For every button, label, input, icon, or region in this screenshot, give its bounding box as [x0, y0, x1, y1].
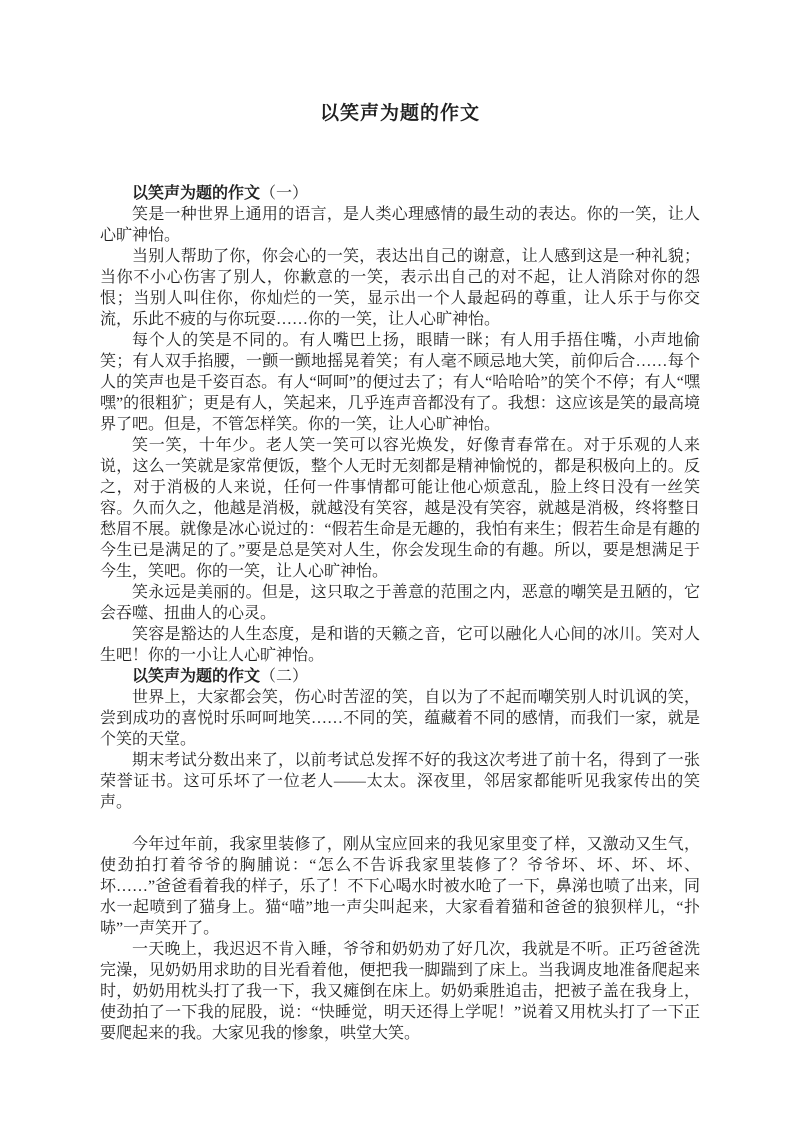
section-heading-text: 以笑声为题的作文 [132, 668, 261, 685]
paragraph: 世界上，大家都会笑，伤心时苦涩的笑，自以为了不起而嘲笑别人时讥讽的笑，尝到成功的喜悦时乐呵呵地笑……不同的笑，蕴藏着不同的感情，而我们一家，就是个笑的天堂。 [100, 689, 700, 748]
paragraph: 笑容是豁达的人生态度，是和谐的天籁之音，它可以融化人心间的冰川。笑对人生吧！你的一小让人心旷神怡。 [100, 626, 700, 664]
blank-line [100, 813, 700, 834]
paragraph: 笑永远是美丽的。但是，这只取之于善意的范围之内，恶意的嘲笑是丑陋的，它会吞噬、扭曲人的心灵。 [100, 584, 700, 622]
section-heading-text: 以笑声为题的作文 [132, 185, 261, 202]
document-title: 以笑声为题的作文 [319, 103, 480, 124]
paragraph: 笑是一种世界上通用的语言，是人类心理感情的最生动的表达。你的一笑，让人心旷神怡。 [100, 206, 700, 244]
section-heading-1 [100, 183, 700, 204]
paragraph: 期末考试分数出来了，以前考试总发挥不好的我这次考进了前十名，得到了一张荣誉证书。这可乐坏了一位老人――太太。深夜里，邻居家都能听见我家传出的笑声。 [100, 752, 700, 811]
paragraph: 当别人帮助了你，你会心的一笑，表达出自己的谢意，让人感到这是一种礼貌；当你不小心伤害了别人，你歉意的一笑，表示出自己的对不起，让人消除对你的怨恨；当别人叫住你，你灿烂的一笑，显示出一个人最起码的尊重，让人乐于与你交流，乐此不疲的与你玩耍……你的一笑，让人心旷神怡。 [100, 248, 700, 328]
paragraph: 一天晚上，我迟迟不肯入睡，爷爷和奶奶劝了好几次，我就是不听。正巧爸爸洗完澡，见奶奶用求助的目光看着他，便把我一脚踹到了床上。当我调皮地准备爬起来时，奶奶用枕头打了我一下，我又瘫倒在床上。奶奶乘胜追击，把被子盖在我身上，使劲拍了一下我的屁股，说：“快睡觉，明天还得上学呢！”说着又用枕头打了一下正要爬起来的我。大家见我的惨象，哄堂大笑。 [100, 941, 700, 1042]
section-heading-2 [100, 666, 700, 687]
section-heading-number: （二） [260, 668, 309, 685]
paragraph: 每个人的笑是不同的。有人嘴巴上扬，眼睛一眯；有人用手捂住嘴，小声地偷笑；有人双手掐腰，一颤一颤地摇晃着笑；有人毫不顾忌地大笑，前仰后合……每个人的笑声也是千姿百态。有人“呵呵”的便过去了；有人“哈哈哈”的笑个不停；有人“嘿嘿”的很粗犷；更是有人，笑起来，几乎连声音都没有了。我想：这应该是笑的最高境界了吧。但是，不管怎样笑。你的一笑，让人心旷神怡。 [100, 332, 700, 433]
document-body [100, 183, 700, 1044]
paragraph: 笑一笑，十年少。老人笑一笑可以容光焕发，好像青春常在。对于乐观的人来说，这么一笑就是家常便饭，整个人无时无刻都是精神愉悦的，都是积极向上的。反之，对于消极的人来说，任何一件事情都可能让他心烦意乱，脸上终日没有一丝笑容。久而久之，他越是消极，就越没有笑容，越是没有笑容，就越是消极，终将整日愁眉不展。就像是冰心说过的：“假若生命是无趣的，我怕有来生；假若生命是有趣的今生已是满足的了。”要是总是笑对人生，你会发现生命的有趣。所以，要是想满足于今生，笑吧。你的一笑，让人心旷神怡。 [100, 437, 700, 580]
section-heading-number: （一） [260, 185, 309, 202]
paragraph: 今年过年前，我家里装修了，刚从宝应回来的我见家里变了样，又激动又生气，使劲拍打着爷爷的胸脯说：“怎么不告诉我家里装修了？爷爷坏、坏、坏、坏、坏……”爸爸看着我的样子，乐了！不下心喝水时被水呛了一下，鼻涕也喷了出来，同水一起喷到了猫身上。猫“喵”地一声尖叫起来，大家看着猫和爸爸的狼狈样儿，“扑哧”一声笑开了。 [100, 836, 700, 937]
